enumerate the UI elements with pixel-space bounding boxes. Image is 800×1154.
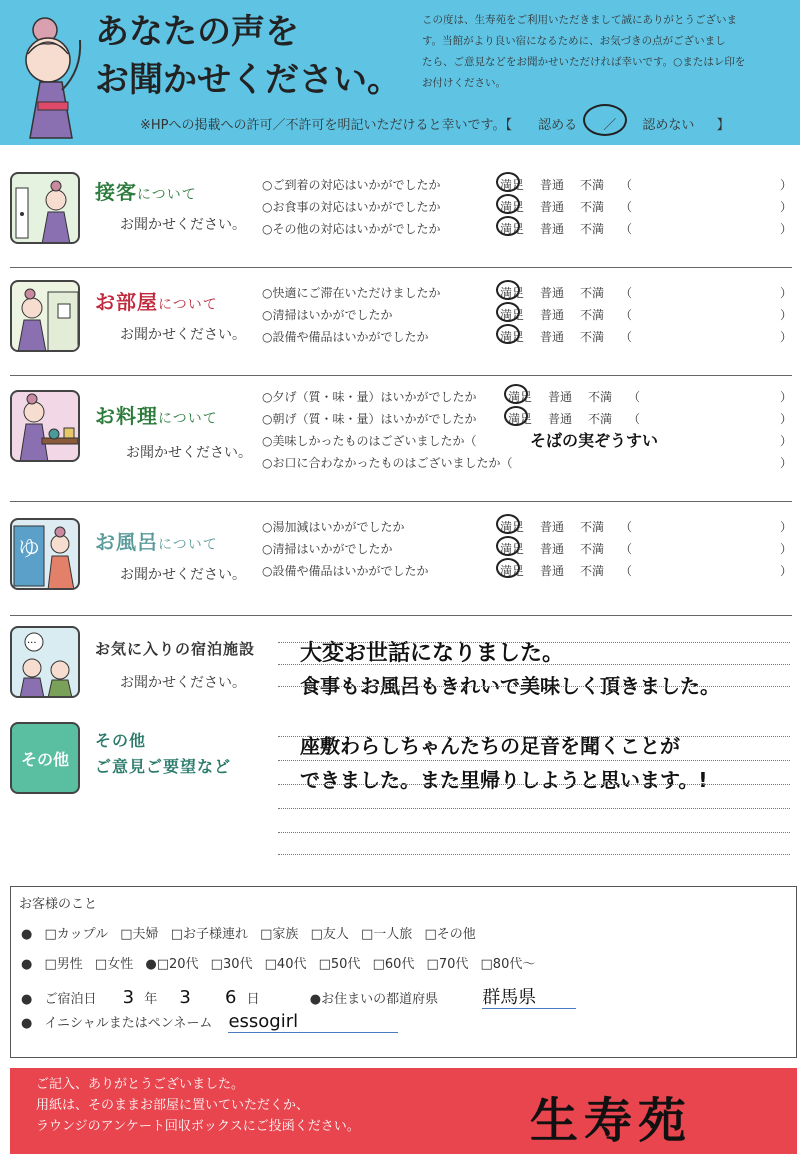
service-title-main: 接客 (95, 180, 137, 204)
option-normal[interactable]: 普通 (540, 200, 565, 214)
footer-line: 用紙は、そのままお部屋に置いていただくか、 (36, 1098, 310, 1113)
paren: （ (628, 412, 641, 426)
food-q4: ○お口に合わなかったものはございましたか（ (262, 456, 513, 470)
paren: ） (780, 542, 793, 556)
section-room (0, 268, 800, 376)
bullet: ● (21, 992, 33, 1007)
intro-text (422, 10, 782, 94)
paren: （ (628, 390, 641, 404)
mark-circle (504, 384, 528, 404)
bath-q3-options[interactable] (500, 562, 648, 579)
svg-text:···: ··· (27, 638, 37, 649)
stay-year-value[interactable]: 3 (122, 987, 135, 1008)
footer-message (36, 1074, 360, 1137)
option-normal[interactable]: 普通 (548, 390, 573, 404)
mark-circle (496, 216, 520, 236)
option-satisfied[interactable]: 満足 (500, 308, 525, 322)
checkbox-solo[interactable]: □一人旅 (361, 927, 413, 942)
food-q3: ○美味しかったものはございましたか（ (262, 434, 477, 448)
room-q2: ○清掃はいかがでしたか (262, 308, 393, 322)
option-dissatisfied[interactable]: 不満 (580, 200, 605, 214)
prefecture-label: ●お住まいの都道府県 (309, 992, 439, 1007)
bath-icon (10, 518, 80, 590)
title-line-2: お聞かせください。 (95, 60, 401, 100)
checkbox-couple[interactable]: □カップル (44, 927, 109, 942)
day-unit: 日 (246, 992, 260, 1007)
option-dissatisfied[interactable]: 不満 (588, 390, 613, 404)
pen-name-label: イニシャルまたはペンネーム (44, 1016, 213, 1031)
title-line-1: あなたの声を (95, 12, 299, 52)
option-satisfied[interactable]: 満足 (500, 330, 525, 344)
option-normal[interactable]: 普通 (540, 308, 565, 322)
other-answer-line-1: 座敷わらしちゃんたちの足音を聞くことが (300, 734, 680, 758)
option-dissatisfied[interactable]: 不満 (580, 542, 605, 556)
option-dissatisfied[interactable]: 不満 (580, 178, 605, 192)
paren: ） (780, 308, 793, 322)
permit-option[interactable]: 認める (538, 118, 578, 133)
favorite-title: お気に入りの宿泊施設 (95, 640, 256, 658)
option-normal[interactable]: 普通 (540, 178, 565, 192)
bath-q2-options[interactable] (500, 540, 648, 557)
room-q1-options[interactable] (500, 284, 648, 301)
footer-banner (10, 1068, 797, 1154)
customer-title: お客様のこと (19, 897, 98, 912)
paren: ） (780, 456, 793, 470)
paren: （ (620, 308, 633, 322)
food-title-main: お料理 (95, 404, 158, 428)
favorite-subtitle: お聞かせください。 (120, 675, 246, 691)
bath-title (95, 526, 218, 555)
food-icon (10, 390, 80, 462)
favorite-answer-line-2: 食事もお風呂もきれいで美味しく頂きました。 (300, 674, 720, 698)
bath-q2: ○清掃はいかがでしたか (262, 542, 393, 556)
option-dissatisfied[interactable]: 不満 (580, 308, 605, 322)
brand-logo: 生寿苑 (530, 1093, 693, 1149)
section-bath (0, 502, 800, 616)
option-satisfied[interactable]: 満足 (508, 412, 533, 426)
intro-line: お付けください。 (422, 77, 506, 89)
option-dissatisfied[interactable]: 不満 (580, 564, 605, 578)
section-other (0, 712, 800, 862)
favorite-icon (10, 626, 80, 698)
paren: （ (620, 178, 633, 192)
room-q1: ○快適にご滞在いただけましたか (262, 286, 441, 300)
option-normal[interactable]: 普通 (540, 222, 565, 236)
customer-stay-row (21, 983, 576, 1009)
option-satisfied[interactable]: 満足 (508, 390, 533, 404)
paren: （ (620, 330, 633, 344)
food-q2: ○朝げ（質・味・量）はいかがでしたか (262, 412, 477, 426)
mark-circle (504, 406, 528, 426)
intro-line: この度は、生寿苑をご利用いただきまして誠にありがとうございま (422, 14, 737, 26)
checkbox-80s-plus[interactable]: □80代〜 (480, 957, 536, 972)
option-satisfied[interactable]: 満足 (500, 222, 525, 236)
paren: ） (780, 286, 793, 300)
stay-day-value[interactable]: 6 (224, 987, 237, 1008)
checkbox-married-couple[interactable]: □夫婦 (120, 927, 159, 942)
service-subtitle: お聞かせください。 (120, 217, 246, 233)
customer-name-row (21, 1011, 398, 1032)
bath-title-main: お風呂 (95, 530, 158, 554)
option-dissatisfied[interactable]: 不満 (580, 330, 605, 344)
stay-month-value[interactable]: 3 (179, 987, 191, 1008)
service-q1: ○ご到着の対応はいかがでしたか (262, 178, 441, 192)
bath-q1-options[interactable] (500, 518, 648, 535)
customer-companion-row (21, 923, 484, 942)
other-icon: その他 (10, 722, 80, 794)
bullet: ● (21, 927, 33, 942)
permit-circle-mark (583, 104, 627, 136)
food-q1: ○夕げ（質・味・量）はいかがでしたか (262, 390, 477, 404)
option-normal[interactable]: 普通 (540, 542, 565, 556)
checkbox-40s[interactable]: □40代 (264, 957, 307, 972)
food-q3-answer: そばの実ぞうすい (530, 431, 659, 450)
option-dissatisfied[interactable]: 不満 (580, 286, 605, 300)
write-line (278, 832, 790, 833)
service-title-suffix: について (137, 187, 197, 203)
paren: ） (780, 412, 793, 426)
customer-info-box (10, 886, 797, 1058)
mascot-woman-illustration (10, 10, 90, 140)
checkbox-with-children[interactable]: □お子様連れ (170, 927, 248, 942)
paren: （ (620, 222, 633, 236)
header-banner (0, 0, 800, 145)
write-line (278, 760, 790, 761)
write-line (278, 808, 790, 809)
mark-circle (496, 324, 520, 344)
section-favorite (0, 616, 800, 712)
write-line (278, 854, 790, 855)
food-subtitle: お聞かせください。 (126, 445, 252, 461)
paren: ） (780, 178, 793, 192)
bath-q3: ○設備や備品はいかがでしたか (262, 564, 429, 578)
footer-line: ラウンジのアンケート回収ボックスにご投函ください。 (36, 1119, 360, 1134)
room-title-suffix: について (158, 297, 218, 313)
write-line (278, 784, 790, 785)
write-line (278, 686, 790, 687)
service-q2-options[interactable] (500, 198, 648, 215)
option-normal[interactable]: 普通 (548, 412, 573, 426)
customer-demographic-row (21, 953, 543, 972)
paren: （ (620, 542, 633, 556)
option-satisfied[interactable]: 満足 (500, 178, 525, 192)
checkbox-30s[interactable]: □30代 (210, 957, 253, 972)
deny-option[interactable]: 認めない (642, 118, 695, 133)
year-unit: 年 (144, 992, 158, 1007)
room-q2-options[interactable] (500, 306, 648, 323)
checkbox-60s[interactable]: □60代 (372, 957, 415, 972)
option-satisfied[interactable]: 満足 (500, 286, 525, 300)
room-title (95, 286, 218, 315)
mark-circle (496, 536, 520, 556)
mark-circle (496, 280, 520, 300)
checkbox-20s[interactable]: ●□20代 (145, 957, 199, 972)
permission-separator: ／ (603, 118, 617, 133)
paren: ） (780, 520, 793, 534)
option-dissatisfied[interactable]: 不満 (580, 520, 605, 534)
food-title (95, 400, 218, 429)
service-title (95, 176, 197, 205)
service-icon (10, 172, 80, 244)
paren: ） (780, 222, 793, 236)
service-q3-options[interactable] (500, 220, 648, 237)
option-normal[interactable]: 普通 (540, 330, 565, 344)
intro-line: す。当館がより良い宿になるために、お気づきの点がございまし (422, 35, 726, 47)
checkbox-other[interactable]: □その他 (424, 927, 476, 942)
bath-subtitle: お聞かせください。 (120, 567, 246, 583)
other-title: その他 (95, 731, 147, 750)
food-q1-options[interactable] (508, 388, 656, 405)
option-normal[interactable]: 普通 (540, 286, 565, 300)
stay-date-label: ご宿泊日 (44, 992, 97, 1007)
mark-circle (496, 558, 520, 578)
checkbox-female[interactable]: □女性 (94, 957, 134, 972)
permission-text: ※HPへの掲載への許可／不許可を明記いただけると幸いです。【 (140, 118, 512, 133)
mark-circle (496, 172, 520, 192)
paren: ） (780, 564, 793, 578)
mark-circle (496, 514, 520, 534)
footer-line: ご記入、ありがとうございました。 (36, 1077, 245, 1092)
option-satisfied[interactable]: 満足 (500, 542, 525, 556)
option-satisfied[interactable]: 満足 (500, 200, 525, 214)
write-line (278, 642, 790, 643)
checkbox-50s[interactable]: □50代 (318, 957, 361, 972)
section-food (0, 376, 800, 502)
option-satisfied[interactable]: 満足 (500, 520, 525, 534)
room-title-main: お部屋 (95, 290, 158, 314)
paren: ） (780, 434, 793, 448)
paren: （ (620, 286, 633, 300)
other-answer-line-2: できました。また里帰りしようと思います。! (300, 768, 708, 792)
option-dissatisfied[interactable]: 不満 (580, 222, 605, 236)
favorite-answer-line-1: 大変お世話になりました。 (300, 641, 565, 666)
paren: （ (620, 200, 633, 214)
bath-title-suffix: について (158, 537, 218, 553)
checkbox-male[interactable]: □男性 (44, 957, 83, 972)
option-dissatisfied[interactable]: 不満 (588, 412, 613, 426)
paren: （ (620, 564, 633, 578)
other-subtitle: ご意見ご要望など (95, 757, 232, 776)
web-permission-row (140, 114, 730, 133)
intro-line: たら、ご意見などをお聞かせいただければ幸いです。○またはレ印を (422, 56, 746, 68)
option-normal[interactable]: 普通 (540, 564, 565, 578)
option-normal[interactable]: 普通 (540, 520, 565, 534)
paren: ） (780, 200, 793, 214)
bullet: ● (21, 1016, 33, 1031)
paren: （ (620, 520, 633, 534)
service-q3: ○その他の対応はいかがでしたか (262, 222, 441, 236)
room-q3-options[interactable] (500, 328, 648, 345)
page-title (95, 8, 401, 104)
section-service (0, 148, 800, 268)
prefecture-value[interactable]: 群馬県 (482, 987, 576, 1009)
mark-circle (496, 194, 520, 214)
mark-circle (496, 302, 520, 322)
bath-q1: ○湯加減はいかがでしたか (262, 520, 405, 534)
service-q1-options[interactable] (500, 176, 648, 193)
permission-bracket: 】 (716, 118, 730, 133)
checkbox-70s[interactable]: □70代 (426, 957, 469, 972)
bath-glyph: ゆ (18, 537, 41, 562)
room-subtitle: お聞かせください。 (120, 327, 246, 343)
paren: ） (780, 390, 793, 404)
pen-name-value[interactable]: essogirl (228, 1011, 398, 1033)
food-q2-options[interactable] (508, 410, 656, 427)
bullet: ● (21, 957, 33, 972)
service-q2: ○お食事の対応はいかがでしたか (262, 200, 441, 214)
option-satisfied[interactable]: 満足 (500, 564, 525, 578)
room-icon (10, 280, 80, 352)
food-title-suffix: について (158, 411, 218, 427)
write-line (278, 736, 790, 737)
checkbox-family[interactable]: □家族 (260, 927, 299, 942)
paren: ） (780, 330, 793, 344)
room-q3: ○設備や備品はいかがでしたか (262, 330, 429, 344)
checkbox-friends[interactable]: □友人 (310, 927, 349, 942)
write-line (278, 664, 790, 665)
